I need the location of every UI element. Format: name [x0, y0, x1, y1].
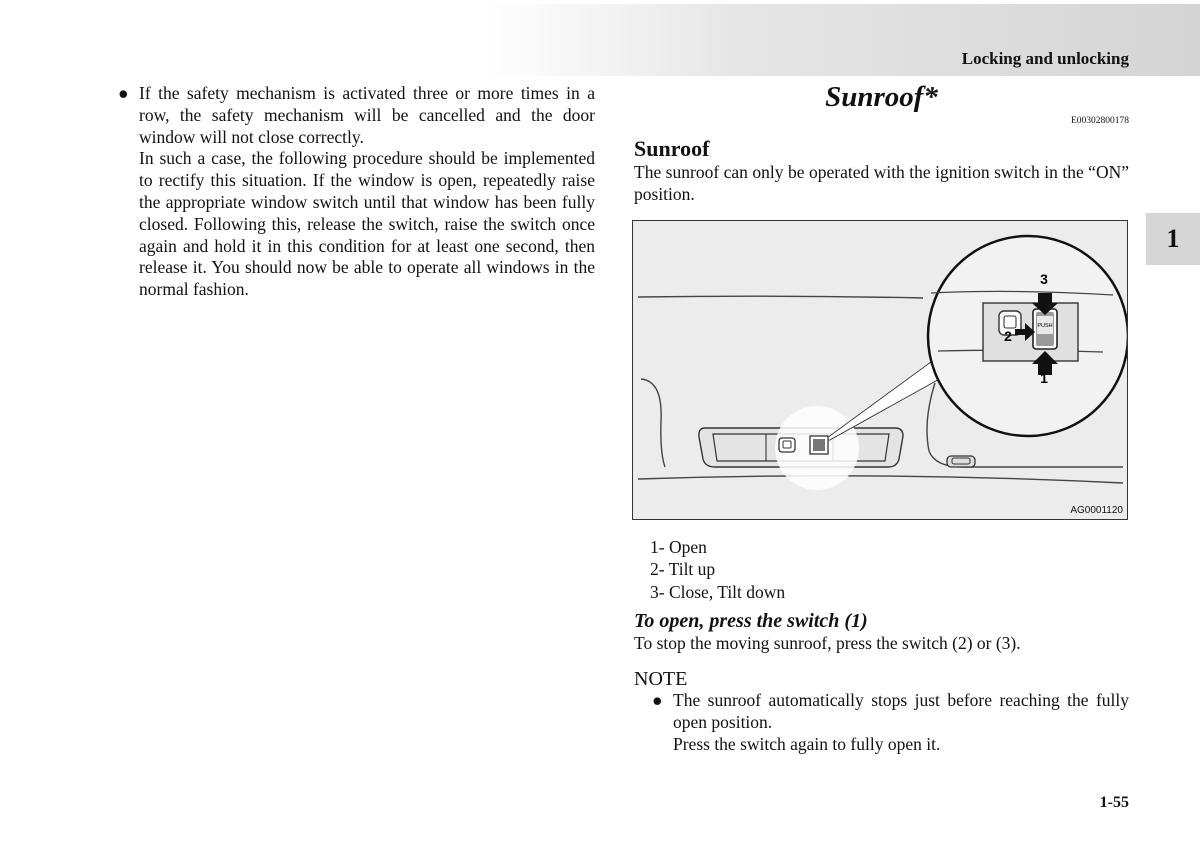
chapter-tab: [1146, 213, 1200, 265]
note-item: [634, 690, 1129, 755]
switch-illustration-svg: [633, 221, 1127, 519]
page-title: Sunroof*: [825, 81, 938, 113]
bullet-icon: ●: [118, 83, 129, 103]
callout-1-label: 1: [1040, 370, 1048, 386]
safety-paragraph-2: In such a case, the following procedure should be implemented to rectify this situation. If the window is open, repeatedly raise the appropriate window switch until that window has been fully closed. Following this, release the switch, raise the switch once again and hold it in this condition for at least one second, then release it. You should now be able to operate all windows in the normal fashion.: [139, 148, 595, 300]
chapter-number: 1: [1166, 224, 1180, 253]
callout-2-label: 2: [1004, 328, 1012, 344]
note-block: [634, 668, 1129, 755]
safety-paragraph-1: If the safety mechanism is activated three or more times in a row, the safety mechanism will be cancelled and the door window will not close correctly.: [139, 83, 595, 147]
sunroof-intro: The sunroof can only be operated with the ignition switch in the “ON” position.: [634, 162, 1129, 204]
open-text: To stop the moving sunroof, press the switch (2) or (3).: [634, 633, 1021, 653]
page-number: 1-55: [1099, 794, 1129, 811]
callout-3-label: 3: [1040, 271, 1048, 287]
callout-item-tilt-up: 2- Tilt up: [650, 559, 716, 580]
callout-item-close: 3- Close, Tilt down: [650, 581, 786, 602]
right-column: [634, 80, 1129, 206]
reference-code: E00302800178: [1070, 116, 1129, 126]
section-title: Locking and unlocking: [961, 49, 1129, 68]
safety-mechanism-bullet: [118, 83, 595, 301]
open-instructions: [634, 609, 1129, 655]
note-label: NOTE: [634, 668, 688, 690]
sunroof-subheading: Sunroof: [634, 136, 710, 161]
note-line-2: Press the switch again to fully open it.: [673, 733, 941, 754]
callout-item-open: 1- Open: [650, 537, 707, 557]
push-label: PUSH: [1037, 323, 1053, 329]
callout-list: [650, 536, 785, 603]
sunroof-switch-illustration: [632, 220, 1128, 520]
figure-code: AG0001120: [1070, 505, 1123, 516]
note-line-1: The sunroof automatically stops just before reaching the fully open position.: [673, 690, 1129, 732]
open-heading: To open, press the switch (1): [634, 610, 868, 632]
bullet-icon: ●: [652, 690, 663, 710]
left-column: [118, 83, 595, 301]
